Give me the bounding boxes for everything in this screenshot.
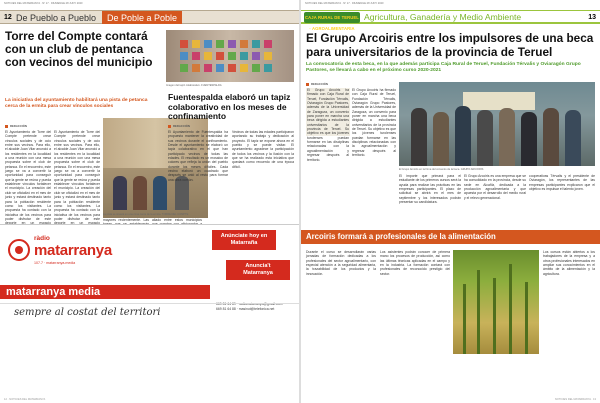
arcoiris-body-col2: Los asistentes podrán conocer de primera mano los procesos de producción, así como las últimas técnicas aplicadas en el campo y en la industria. La formación contará con profesionales de reconocido prestigio del sector. [380, 250, 450, 276]
agro-logo: CAJA RURAL DE TERUEL · AGROALIMENTARIA [304, 12, 360, 23]
beca-photo [399, 82, 595, 166]
article-body-col1: El Ayuntamiento de Torre del Compte pretende crear vínculos sociales y de ocio entre sus vecinos. Para ello, el alcalde Juan Vilar anunció a los residentes en la localidad a una reunión con una mesa propuesta sobre el club de petanca. En el encuentro, este juego se va a convertir la oportunidad para conseguir que la gente se reúna y pueda establecer vínculos fortalecer el municipio. La creación del club se oficializó en el mes de junio y estará destinado tanto para la población residente como los visitantes. La propuesta ha contado con la iniciativa de los vecinos para poder disfrutar de este [5, 130, 51, 221]
beca-byline: REDACCIÓN [306, 82, 328, 86]
right-folio: NOTICIES DEL MATARRANYA · Nº 17 · DIUMENGE 28 JUNY 2020 [305, 2, 384, 5]
right-section-bar [301, 10, 600, 31]
article2-body-col2: Vecinos de todas las edades participaron aportando su trabajo y dedicación al proyecto. El tapiz se expone ahora en el pueblo y se puede visitar. El ayuntamiento agradece la participación de todos los vecinos y la ilusión con la que se ha realizado esta iniciativa que quedará como recuerdo de una época difícil. [232, 130, 294, 169]
tapiz-photo-caption: Imagen del tapiz colaborativo. FUENTESPALDA [166, 84, 222, 87]
tapiz-photo [166, 30, 294, 82]
ad-phone-1: 669 81 64 89 · radiomatarranya@gmail.com [216, 302, 283, 306]
article-body-col4-tail: aliado entre estos municipios [152, 218, 202, 222]
left-page [0, 0, 299, 403]
article-headline: Torre del Compte contará con un club de pentanca con vecinos del municipio [5, 29, 153, 69]
article2-headline: Fuentespalda elaboró un tapiz colaborativo en los meses de confinamiento [168, 92, 291, 121]
matarranya-media-bar: matarranya media [0, 285, 210, 299]
crop-field-photo [453, 250, 539, 354]
beca-body-col3: El importe que primará para el estudiante de los primeros cursos será la ayuda para realizar las prácticas en las empresas participantes. El plazo de solicitud se abrirá en el mes de septiembre y los interesados podrán presentar su candidatura. [399, 174, 461, 205]
right-page [301, 0, 600, 403]
radio-label: ràdio [34, 235, 50, 242]
arcoiris-banner: Arcoiris formará a profesionales de la alimentación [301, 230, 600, 244]
article-subhead: La iniciativa del ayuntamiento habilitará una pista de petanca cerca de la ermita para crear vínculos sociales [5, 98, 148, 110]
beca-photo-caption: El Grupo Arcoiris en la firma del convenio de la beca. GRUPO ARCOIRIS [399, 168, 484, 171]
radio-url: 107.7 · matarranya.media [34, 261, 76, 265]
left-folio: NOTICIES DEL MATARRANYA · Nº 17 · DIUMENGE 28 JUNY 2020 [4, 2, 83, 5]
section-title: De Pueblo a Pueblo [16, 13, 97, 23]
article-body-col2: El Ayuntamiento de Torre del Compte pretende crear vínculos sociales y de ocio entre sus vecinos. Para ello, el alcalde Juan Vilar anunció a los residentes en la localidad a una reunión con una mesa propuesta sobre el club de petanca. En el encuentro, este juego se va a convertir la oportunidad para conseguir que la gente se reúna y pueda establecer vínculos fortalecer el municipio. La creación del club se oficializó en el mes de junio y estará destinado tanto para la población residente como los visitantes. La propuesta ha contado con la iniciativa de los vecinos para poder disfrutar de este [54, 130, 100, 221]
ad-slogan: sempre al costat del territori [0, 303, 299, 321]
arcoiris-body-col1: Durante el curso se desarrollarán varias jornadas de formación dedicadas a los profesionales del sector agroalimentario, con especial atención a la seguridad alimentaria, la trazabilidad de los productos y la innovación. [306, 250, 376, 276]
petanca-photo-caption: La pista se situará en una zona cerca de la ermita. TORRE DEL COMPTE [103, 213, 189, 216]
article-body-col3-tail: mayores recientemente. Las [103, 218, 149, 222]
radio-brand: matarranya [34, 242, 112, 259]
section-title-highlight: De Poble a Poble [102, 11, 182, 24]
right-section-title: Agricultura, Ganadería y Medio Ambiente [364, 12, 522, 22]
left-page-number: 12 [4, 14, 12, 21]
beca-body-col4: El Grupo Arcoiris es una empresa que se ha consolidado en la provincia, desde su sede en Alcañiz, dedicada a la producción agroalimentaria y que apuesta por el desarrollo del medio rural y el relevo generacional. [464, 174, 526, 200]
radio-matarranya-ad[interactable] [0, 224, 299, 344]
beca-body-col5: cooperativas Térvalis y el presidente de Oviaragón, los representantes de las empresas participantes explicaron que el objetivo es impulsar el talento joven. [529, 174, 595, 192]
beca-headline: El Grupo Arcoiris entre los impulsores de una beca para universitarios de la provincia de Teruel [306, 31, 594, 59]
ad-bubble-es: Anúnciate hoy en Matarraña [212, 230, 276, 250]
beca-body-col2: El Grupo Arcoiris ha firmado con Caja Rural de Teruel, Fundación Térvalis, Oviaragón Grupo Pastores, además de la Universidad de Zaragoza, un convenio para poner en marcha una beca dirigida a estudiantes universitarios de la provincia de Teruel. Su objetivo es que los jóvenes turolenses puedan formarse en las disciplinas relacionadas con la agroalimentación y regresar después al territorio. [352, 88, 396, 158]
left-footer: 12 · NOTICIES DEL MATARRANYA [4, 398, 46, 401]
beca-subhead: La convocatoria de esta beca, en la que además participa Caja Rural de Teruel, Fundación Térvalis y Oviaragón Grupo Pastores, se llevará a cabo en el próximo curso 2020-2021 [306, 62, 581, 74]
right-page-number: 13 [588, 14, 596, 21]
ad-phone-2: 669 81 64 88 · masinut@telefonica.net [216, 306, 275, 311]
article2-body-col1: El Ayuntamiento de Fuentespalda ha propuesto mantener la creatividad de sus vecinos durante el confinamiento. Desde el ayuntamiento se elaboró un tapiz colaborativo en el que han participado vecinos de todas las edades. El resultado es un mosaico de colores que refleja la unión del pueblo durante los meses difíciles. Cada vecino elaboró un cuadrado que después se unió al resto para formar una obra común. [168, 130, 228, 182]
article-byline: REDACCIÓN [5, 124, 27, 128]
left-section-bar [0, 10, 299, 24]
right-footer: NOTICIES DEL MATARRANYA · 13 [554, 398, 596, 401]
arcoiris-body-col3: Los cursos están abiertos a los trabajadores de la empresa y a otros profesionales interesados en ampliar sus conocimientos en el ámbito de la alimentación y la agricultura. [543, 250, 595, 276]
beca-body-col1: El Grupo Arcoiris ha firmado con Caja Rural de Teruel, Fundación Térvalis, Oviaragón Grupo Pastores, además de la Universidad de Zaragoza, un convenio para poner en marcha una beca dirigida a estudiantes universitarios de la provincia de Teruel. Su objetivo es que los jóvenes turolenses puedan formarse en las disciplinas relacionadas con la agroalimentación y regresar después al territorio. [307, 88, 349, 162]
radio-wave-icon [8, 239, 30, 261]
article2-byline: REDACCIÓN [168, 124, 190, 128]
ad-bubble-ca: Anuncia't Matarranya [226, 260, 290, 280]
